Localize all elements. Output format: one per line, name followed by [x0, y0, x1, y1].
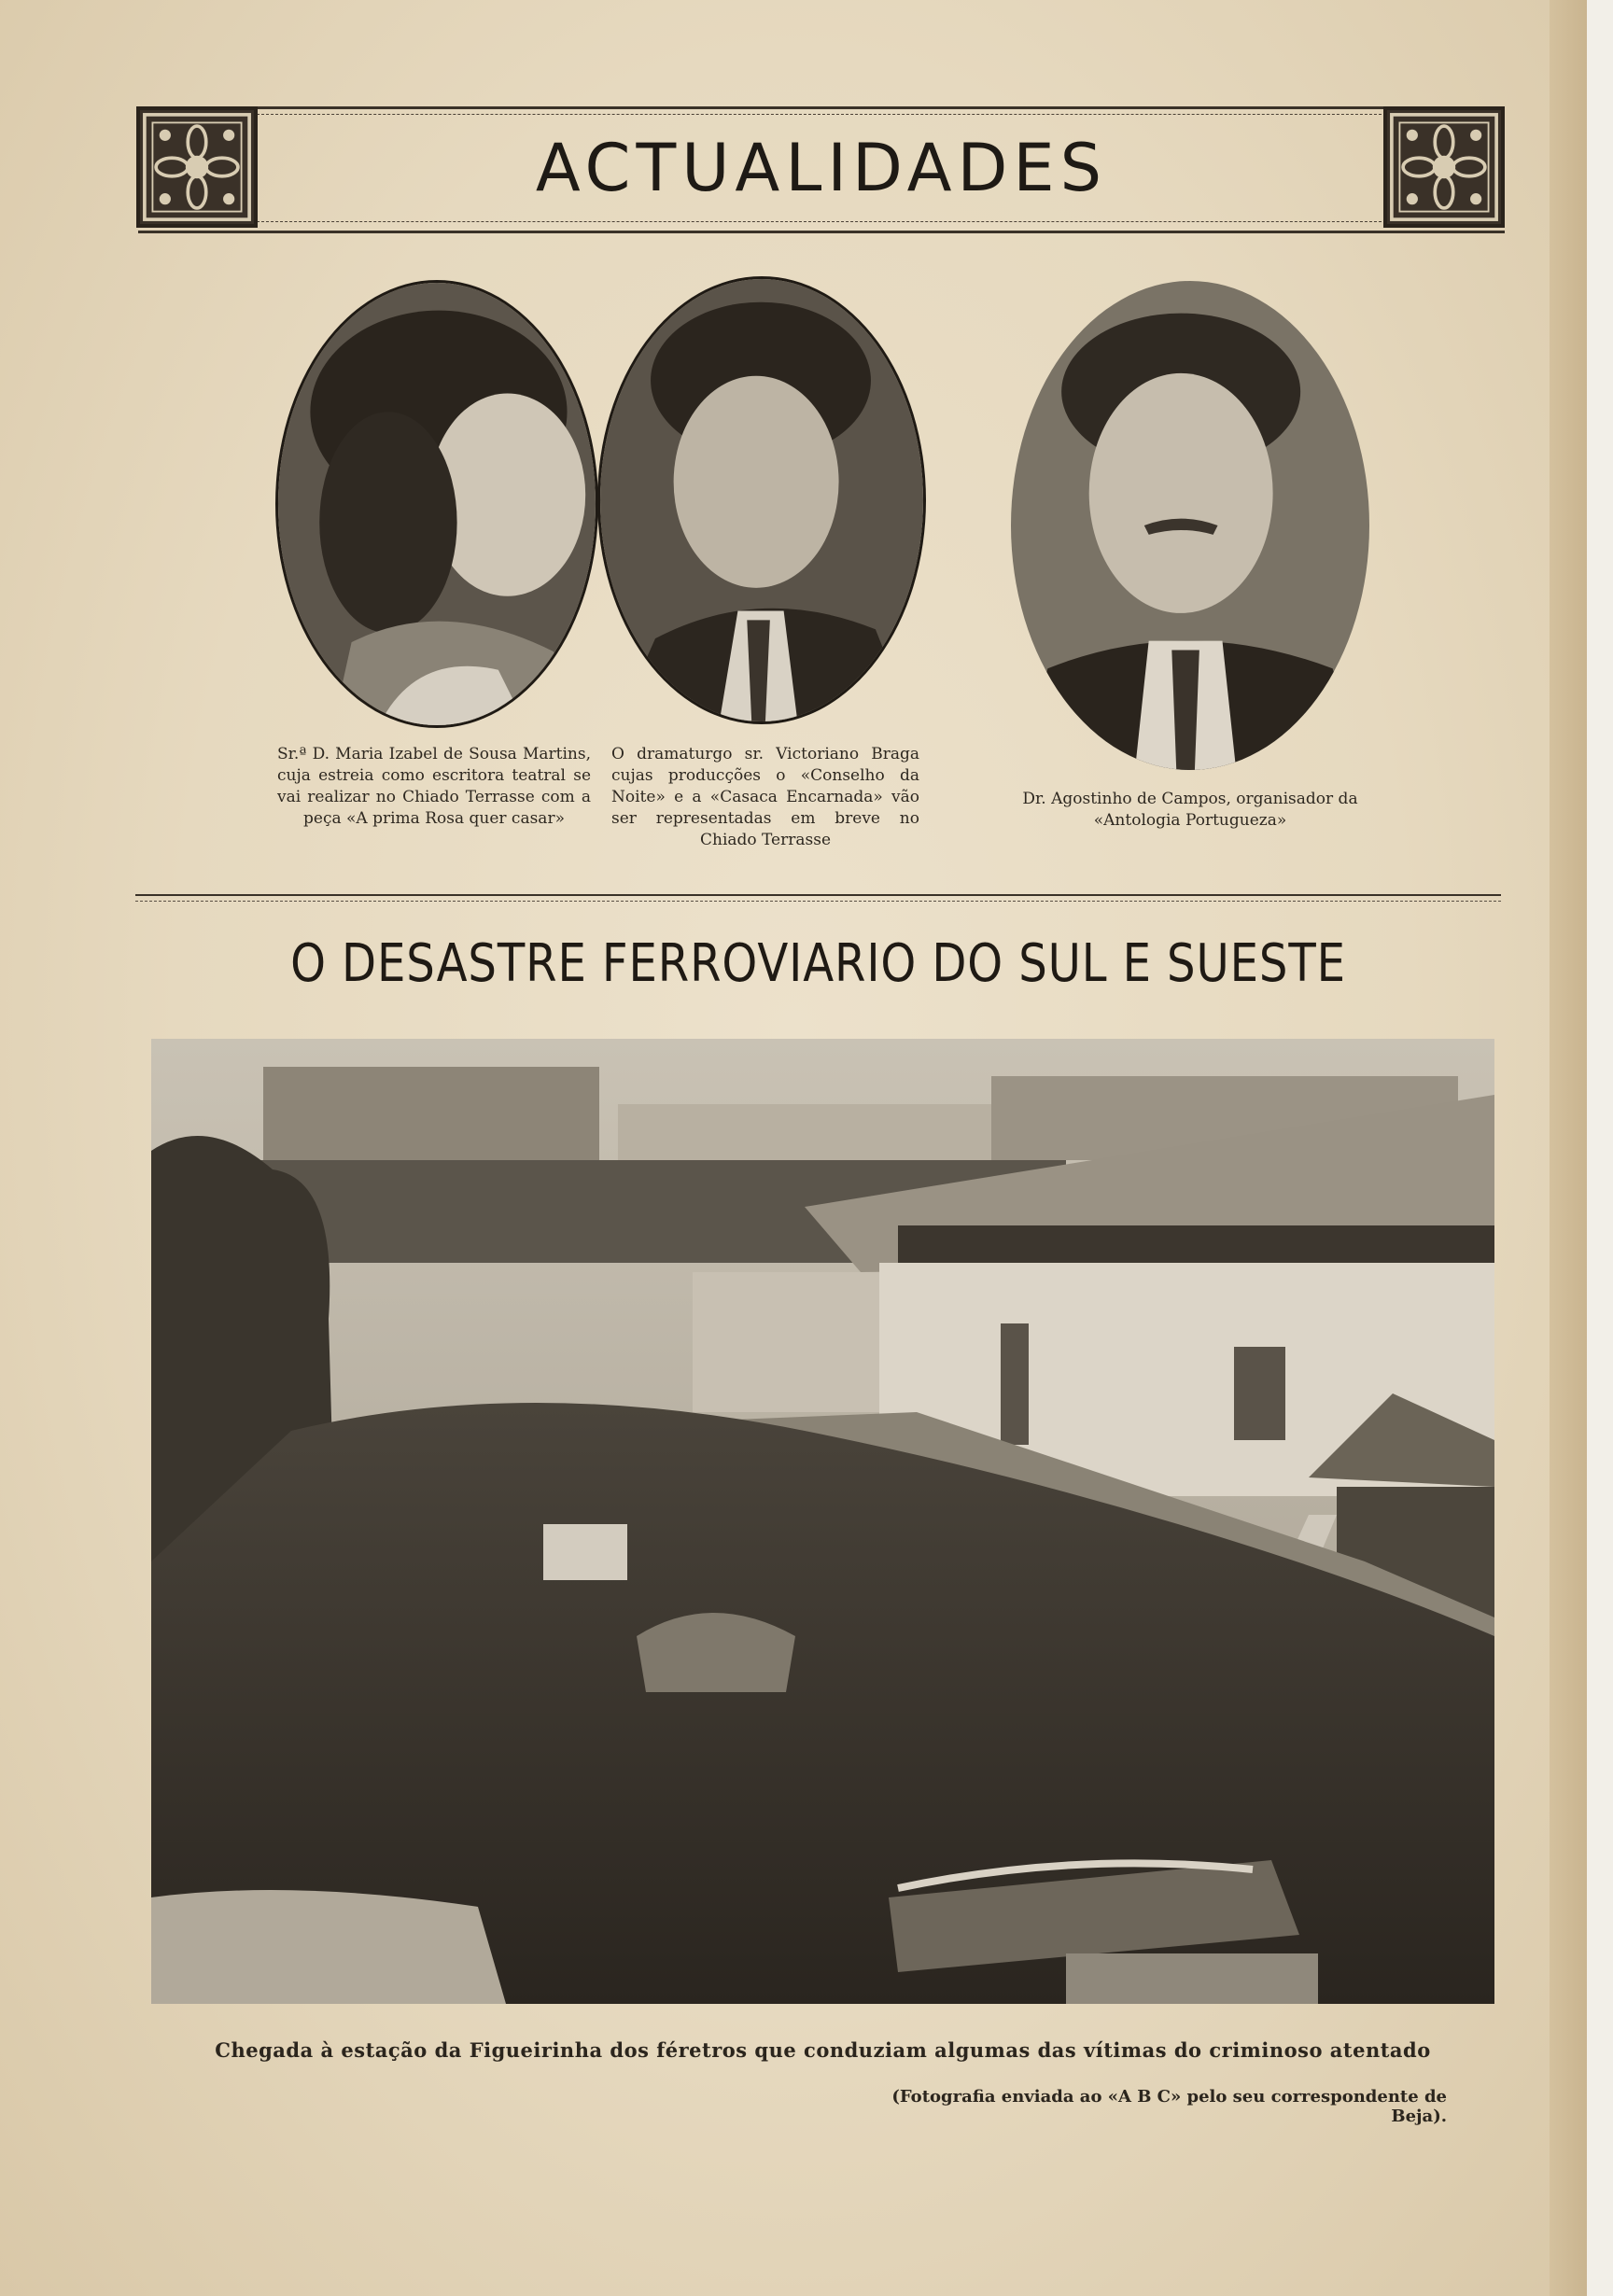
portrait-caption-1: Sr.ª D. Maria Izabel de Sousa Martins, cuja estreia como escritora teatral se vai realizar no Chiado Terrasse com a peça «A prima Rosa quer casar» [277, 745, 591, 828]
ornament-tile-right [1383, 106, 1505, 228]
portrait-photo-woman [275, 280, 598, 728]
masthead-title: ACTUALIDADES [535, 130, 1108, 206]
portrait-caption-3: Dr. Agostinho de Campos, organisador da «Antologia Portugueza» [1022, 790, 1358, 830]
portrait-photo-dramatist [597, 276, 926, 724]
section-divider [135, 894, 1501, 902]
article-headline: O DESASTRE FERROVIARIO DO SUL E SUESTE [290, 933, 1346, 994]
photo-credit: (Fotografia enviada ao «A B C» pelo seu correspondente de Beja). [891, 2087, 1447, 2126]
funeral-procession-photo [151, 1039, 1494, 2004]
photo-caption: Chegada à estação da Figueirinha dos féretros que conduziam algumas das vítimas do criminoso atentado [215, 2038, 1431, 2062]
portrait-photo-agostinho-de-campos [1008, 278, 1372, 773]
page-margin [1587, 0, 1613, 2296]
floral-ornament-icon [1387, 110, 1501, 224]
portrait-caption-2: O dramaturgo sr. Victoriano Braga cujas producções o «Conselho da Noite» e a «Casaca Encarnada» vão ser representadas em breve no Chiado Terrasse [611, 745, 919, 849]
floral-ornament-icon [140, 110, 254, 224]
ornament-tile-left [136, 106, 258, 228]
